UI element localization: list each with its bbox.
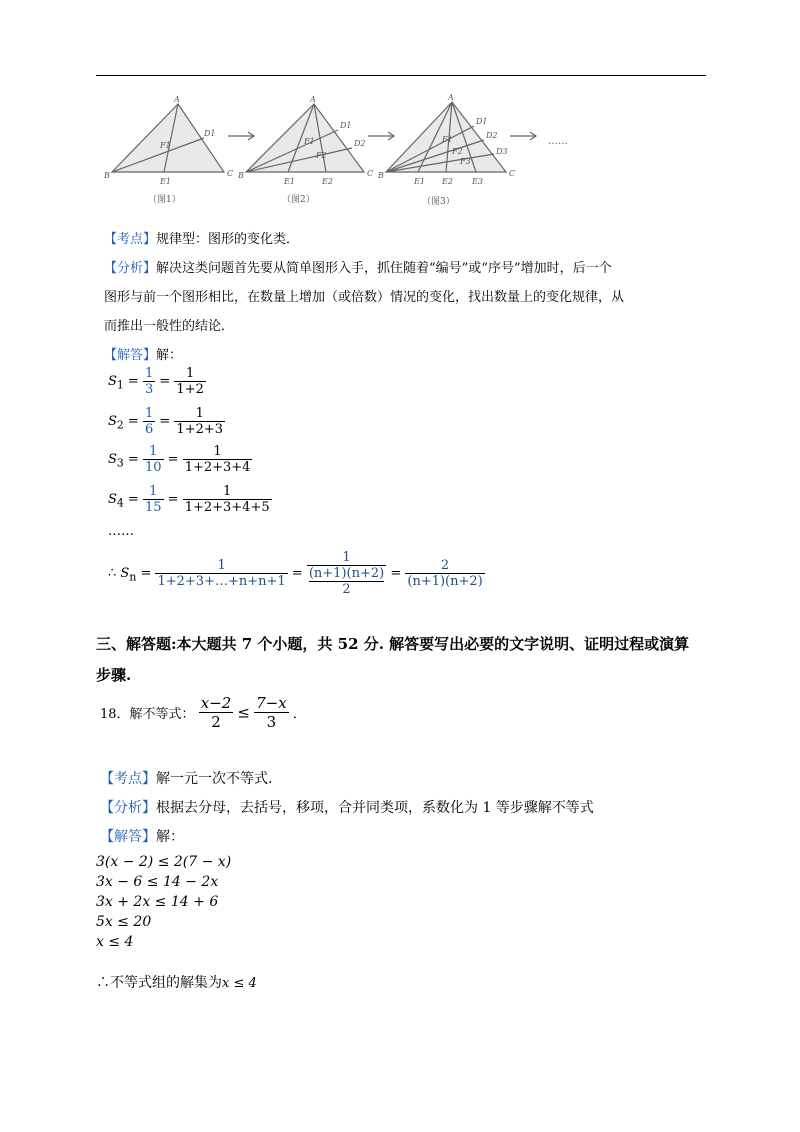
solution-step-5: x ≤ 4 bbox=[96, 934, 134, 950]
jieda-line bbox=[104, 344, 182, 363]
equation-s1: $S_1$ = $\frac{1}{3}$ = $\frac{1}{1+2}$ bbox=[108, 366, 204, 397]
numerator: 1 bbox=[217, 558, 226, 573]
right-numerator: 7−x bbox=[256, 694, 287, 712]
kaodian-tag: 【考点】 bbox=[104, 232, 157, 247]
s-subscript: 2 bbox=[116, 418, 124, 432]
kaodian-line bbox=[104, 228, 299, 247]
denominator: 1+2+3+4 bbox=[184, 460, 251, 475]
denominator-bottom: 2 bbox=[309, 581, 384, 597]
label-e2: E2 bbox=[442, 177, 453, 186]
figure-caption-3: （图3） bbox=[422, 197, 455, 207]
denominator: (n+1)(n+2) bbox=[407, 574, 483, 589]
s-symbol: S bbox=[108, 414, 117, 429]
denominator: 10 bbox=[144, 460, 162, 475]
solution-step-4: 5x ≤ 20 bbox=[96, 914, 152, 930]
figure-ellipsis: …… bbox=[548, 136, 568, 147]
kaodian-text: 解一元一次不等式. bbox=[156, 771, 273, 787]
figure-caption-2: （图2） bbox=[282, 195, 315, 205]
label-d2: D2 bbox=[354, 139, 366, 148]
label-d3: D3 bbox=[496, 147, 508, 156]
label-d1: D1 bbox=[340, 121, 352, 130]
label-b: B bbox=[238, 171, 244, 180]
jieda-tag: 【解答】 bbox=[104, 348, 157, 363]
left-numerator: x−2 bbox=[200, 694, 232, 712]
fenxi-text: 解决这类问题首先要从简单图形入手，抓住随着“编号”或“序号”增加时，后一个 bbox=[156, 261, 612, 276]
numerator: 1 bbox=[144, 406, 154, 421]
q18-jieda-line bbox=[100, 826, 184, 846]
fenxi-line-1 bbox=[104, 257, 612, 276]
q18-fenxi-line bbox=[100, 797, 594, 817]
equation-s4: $S_4$ = $\frac{1}{15}$ = $\frac{1}{1+2+3+4+5}$ bbox=[108, 484, 270, 515]
triangle-figures bbox=[96, 92, 706, 212]
label-e3: E3 bbox=[472, 177, 483, 186]
solution-step-2: 3x − 6 ≤ 14 − 2x bbox=[96, 874, 219, 890]
label-f2: F2 bbox=[316, 151, 327, 160]
numerator: 1 bbox=[223, 484, 232, 499]
numerator: 1 bbox=[195, 406, 204, 421]
label-a: A bbox=[174, 95, 180, 104]
label-e1: E1 bbox=[284, 177, 295, 186]
equation-s2: $S_2$ = $\frac{1}{6}$ = $\frac{1}{1+2+3}$ bbox=[108, 406, 224, 437]
s-symbol: S bbox=[108, 492, 117, 507]
left-denominator: 2 bbox=[199, 712, 234, 731]
jieda-text: 解： bbox=[156, 829, 184, 845]
numerator: 1 bbox=[213, 444, 222, 459]
equation-sn: ∴ $S_n$ = $\frac{1}{1+2+3+\dots+n+n+1}$ = 1 (n+1)(n+2) 2 = $\frac{2}{(n+1)(n+2)}$ bbox=[108, 550, 483, 597]
fenxi-text: 根据去分母，去括号，移项，合并同类项，系数化为 1 等步骤解不等式 bbox=[156, 800, 594, 816]
denominator: 1+2+3 bbox=[176, 422, 224, 437]
label-e1: E1 bbox=[160, 177, 171, 186]
s-subscript: n bbox=[129, 570, 137, 584]
denominator-top: (n+1)(n+2) bbox=[308, 566, 385, 581]
figure-caption-1: （图1） bbox=[148, 195, 181, 205]
numerator: 1 bbox=[149, 444, 158, 459]
question-18 bbox=[100, 694, 306, 731]
fenxi-line-2: 图形与前一个图形相比，在数量上增加（或倍数）情况的变化，找出数量上的变化规律，从 bbox=[104, 290, 625, 305]
label-c: C bbox=[227, 169, 234, 178]
label-b: B bbox=[378, 171, 384, 180]
numerator: 1 bbox=[342, 550, 351, 565]
question-label: 18．解不等式： bbox=[100, 707, 195, 722]
kaodian-tag: 【考点】 bbox=[100, 771, 156, 787]
label-f3: F3 bbox=[460, 157, 471, 166]
denominator: 6 bbox=[144, 422, 154, 437]
section-heading-line-2: 步骤. bbox=[96, 666, 132, 684]
ellipsis-line: …… bbox=[108, 524, 134, 539]
label-e2: E2 bbox=[322, 177, 333, 186]
s-symbol: S bbox=[120, 566, 130, 581]
denominator: 1+2+3+4+5 bbox=[184, 500, 270, 515]
label-a: A bbox=[310, 95, 316, 104]
label-d2: D2 bbox=[486, 131, 498, 140]
fenxi-tag: 【分析】 bbox=[100, 800, 156, 816]
denominator: 15 bbox=[144, 500, 162, 515]
label-f2: F2 bbox=[452, 147, 463, 156]
kaodian-text: 规律型：图形的变化类． bbox=[156, 232, 300, 247]
right-denominator: 3 bbox=[254, 712, 289, 731]
s-symbol: S bbox=[108, 374, 117, 389]
label-c: C bbox=[509, 169, 516, 178]
label-c: C bbox=[367, 169, 374, 178]
conclusion-text: ∴不等式组的解集为 bbox=[96, 975, 222, 991]
jieda-tag: 【解答】 bbox=[100, 829, 156, 845]
s-subscript: 4 bbox=[116, 496, 124, 510]
s-symbol: S bbox=[108, 452, 117, 467]
denominator bbox=[307, 565, 386, 597]
label-a: A bbox=[448, 93, 454, 102]
conclusion bbox=[96, 972, 257, 992]
conclusion-math: x ≤ 4 bbox=[222, 976, 257, 991]
fenxi-tag: 【分析】 bbox=[104, 261, 157, 276]
solution-step-1: 3(x − 2) ≤ 2(7 − x) bbox=[96, 854, 232, 870]
numerator: 1 bbox=[144, 366, 154, 381]
label-e1: E1 bbox=[414, 177, 425, 186]
s-subscript: 1 bbox=[116, 378, 124, 392]
label-d1: D1 bbox=[204, 129, 216, 138]
denominator: 1+2+3+…+n+n+1 bbox=[157, 574, 286, 589]
header-rule bbox=[96, 75, 706, 76]
label-b: B bbox=[104, 171, 110, 180]
period: ． bbox=[292, 707, 306, 722]
numerator: 2 bbox=[440, 558, 450, 573]
equation-s3: $S_3$ = $\frac{1}{10}$ = $\frac{1}{1+2+3+4}$ bbox=[108, 444, 251, 475]
numerator: 1 bbox=[186, 366, 195, 381]
therefore-symbol: ∴ bbox=[108, 566, 117, 581]
denominator: 1+2 bbox=[176, 382, 204, 397]
label-d1: D1 bbox=[476, 117, 488, 126]
q18-kaodian-line bbox=[100, 768, 272, 788]
solution-step-3: 3x + 2x ≤ 14 + 6 bbox=[96, 894, 219, 910]
numerator: 1 bbox=[149, 484, 158, 499]
s-subscript: 3 bbox=[116, 456, 124, 470]
fenxi-line-3: 而推出一般性的结论． bbox=[104, 319, 235, 334]
jieda-text: 解： bbox=[156, 348, 183, 363]
label-f1: F1 bbox=[442, 135, 453, 144]
label-f1: F1 bbox=[160, 141, 171, 150]
label-f1: F1 bbox=[304, 137, 315, 146]
section-heading-line-1: 三、解答题:本大题共 7 个小题，共 52 分. 解答要写出必要的文字说明、证明过程或演算 bbox=[96, 635, 690, 653]
denominator: 3 bbox=[144, 382, 154, 397]
relation-symbol: ≤ bbox=[237, 703, 250, 722]
